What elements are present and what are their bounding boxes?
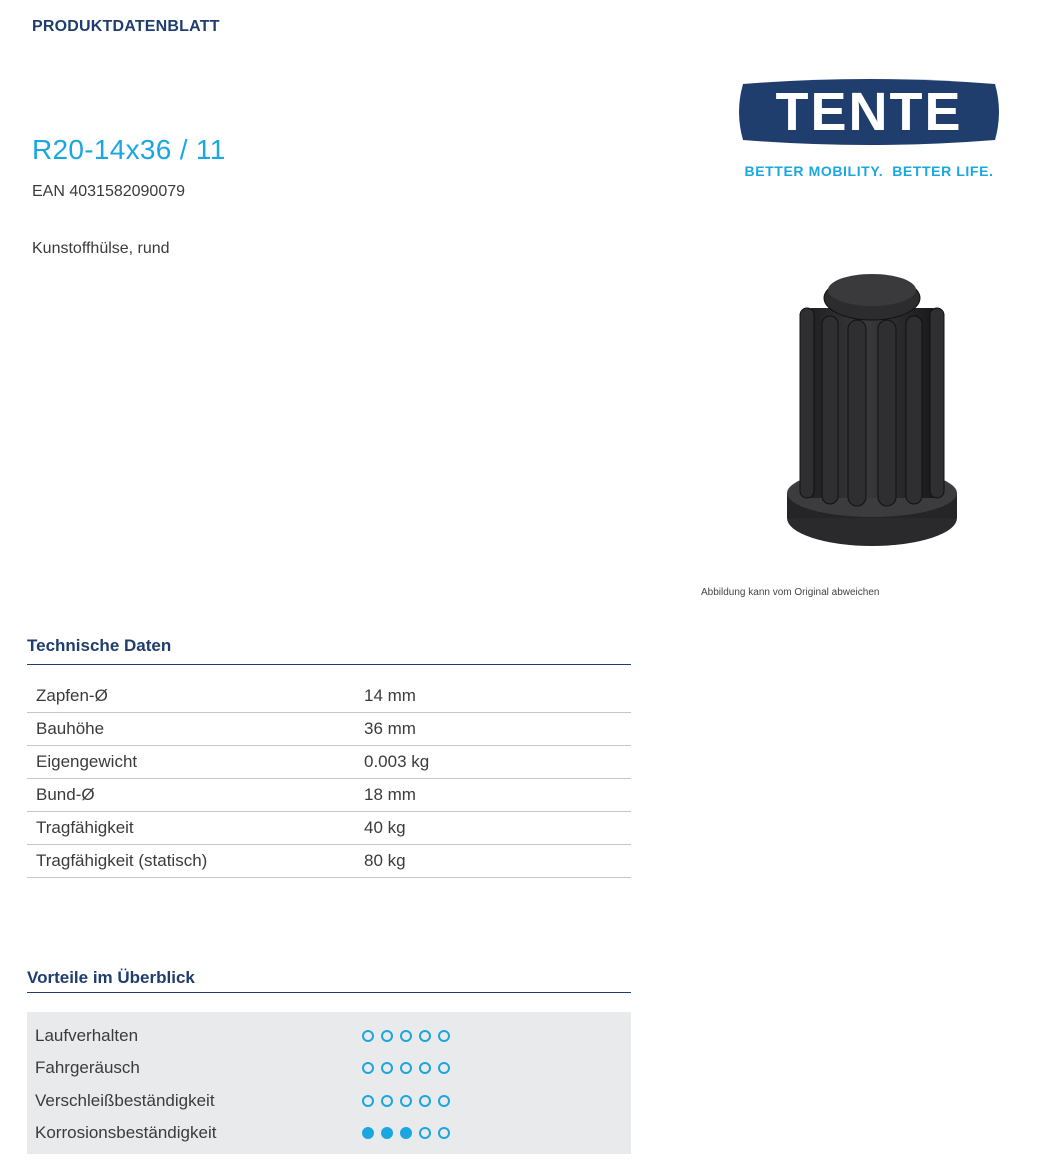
rating-dot-empty (400, 1030, 412, 1042)
advantage-label: Laufverhalten (35, 1026, 139, 1045)
rating-dot-empty (438, 1127, 450, 1139)
rating-dots (362, 1062, 450, 1078)
document-header-label: PRODUKTDATENBLATT (32, 18, 220, 35)
rating-dot-empty (400, 1095, 412, 1107)
rating-dot-empty (362, 1095, 374, 1107)
advantage-label: Fahrgeräusch (35, 1058, 140, 1077)
brand-tagline: BETTER MOBILITY. BETTER LIFE. (744, 163, 994, 179)
row-value: 40 kg (364, 818, 406, 837)
rating-dots (362, 1030, 450, 1046)
rating-dot-empty (381, 1095, 393, 1107)
row-label: Tragfähigkeit (statisch) (36, 851, 208, 870)
rating-dot-empty (362, 1030, 374, 1042)
advantage-row (27, 1053, 631, 1085)
row-value: 14 mm (364, 686, 416, 705)
rating-dot-filled (381, 1127, 393, 1139)
rating-dot-empty (362, 1062, 374, 1074)
advantage-row (27, 1118, 631, 1150)
table-row (27, 812, 631, 845)
row-value: 0.003 kg (364, 752, 430, 771)
logo-text: TENTE (775, 82, 963, 142)
advantages-section-divider (27, 992, 631, 993)
advantage-row (27, 1086, 631, 1118)
rating-dots (362, 1127, 450, 1143)
table-row (27, 713, 631, 746)
technical-data-table (27, 680, 631, 878)
rating-dot-empty (419, 1030, 431, 1042)
row-value: 36 mm (364, 719, 416, 738)
rating-dot-empty (438, 1062, 450, 1074)
product-ean: EAN 4031582090079 (32, 183, 186, 200)
rating-dot-empty (381, 1030, 393, 1042)
technical-section-title: Technische Daten (27, 636, 172, 655)
table-row (27, 779, 631, 812)
advantages-section-title: Vorteile im Überblick (27, 968, 195, 987)
rating-dot-empty (438, 1030, 450, 1042)
rating-dot-filled (400, 1127, 412, 1139)
table-row (27, 845, 631, 878)
table-row (27, 680, 631, 713)
rating-dots (362, 1095, 450, 1111)
rating-dot-empty (381, 1062, 393, 1074)
advantage-row (27, 1021, 631, 1053)
rating-dot-empty (419, 1127, 431, 1139)
product-title: R20-14x36 / 11 (32, 134, 226, 165)
row-value: 80 kg (364, 851, 406, 870)
row-label: Eigengewicht (36, 752, 138, 771)
row-label: Bund-Ø (36, 785, 95, 804)
table-row (27, 746, 631, 779)
row-label: Tragfähigkeit (36, 818, 134, 837)
rating-dot-empty (438, 1095, 450, 1107)
row-value: 18 mm (364, 785, 416, 804)
advantage-label: Korrosionsbeständigkeit (35, 1123, 217, 1142)
rating-dot-empty (419, 1062, 431, 1074)
row-label: Zapfen-Ø (36, 686, 108, 705)
rating-dot-filled (362, 1127, 374, 1139)
advantage-label: Verschleißbeständigkeit (35, 1091, 215, 1110)
advantages-panel (27, 1012, 631, 1154)
row-label: Bauhöhe (36, 719, 105, 738)
tente-logo (737, 78, 1001, 146)
product-description: Kunstoffhülse, rund (32, 240, 170, 257)
product-image (782, 268, 962, 553)
rating-dot-empty (400, 1062, 412, 1074)
technical-section-divider (27, 664, 631, 665)
image-caption: Abbildung kann vom Original abweichen (701, 587, 880, 598)
rating-dot-empty (419, 1095, 431, 1107)
